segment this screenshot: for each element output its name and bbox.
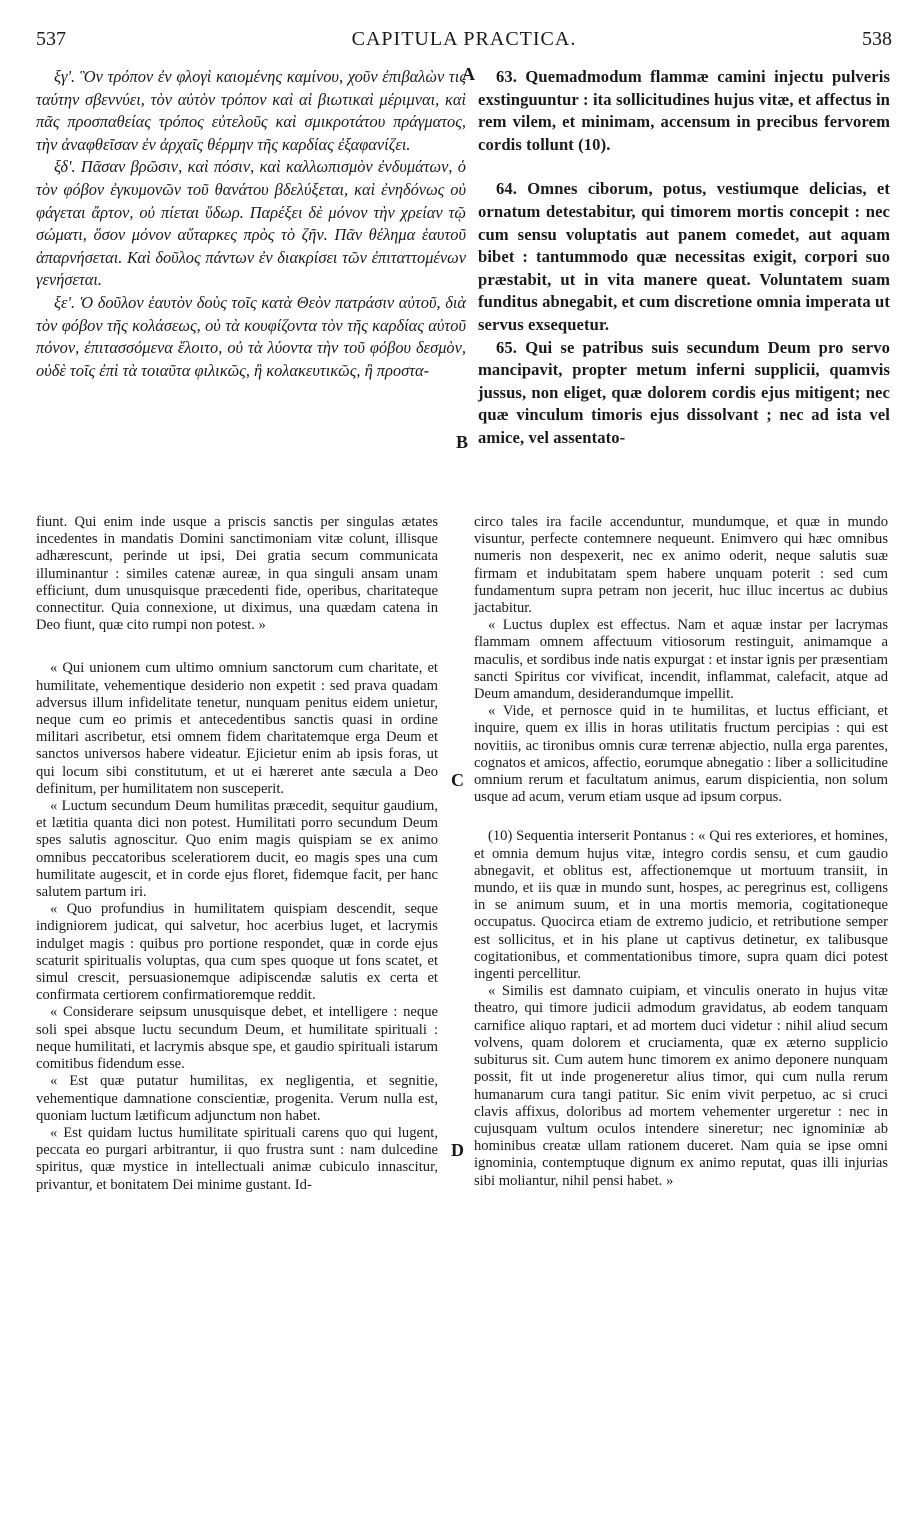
greek-paragraph-64: ξδ'. Πᾶσαν βρῶσιν, καὶ πόσιν, καὶ καλλωπισμὸν ἐνδυμάτων, ὁ τὸν φόβον ἐγκυμονῶν τοῦ θανάτου βδελύξεται, καὶ ἐνηδόνως οὐ φάγεται ἄρτον, οὐ πίεται ὕδωρ. Παρέξει δὲ μόνον τὴν χρείαν τῷ σώματι, ὅσον μόνον αὔταρκες πρὸς τὸ ζῆν. Πᾶν θέλημα ἑαυτοῦ ἀπαρνήσεται. Καὶ δοῦλος πάντων ἐν διακρίσει τῶν ἐπιταττομένων γενήσεται. bbox=[36, 157, 466, 290]
lower-right-paragraph: circo tales ira facile accenduntur, mundumque, et quæ in mundo visuntur, perfecte contemnere nequeunt. Enimvero qui hæc omnibus numeris non despexerit, nec ex animo oderit, neque salutis suæ firmam et indubitatam spem habere unquam poterit : sed cum fundamentum supra petram non jecerit, huc illuc incertus ac dubius jactabitur. bbox=[474, 514, 888, 617]
greek-paragraph-63: ξγ'. Ὃν τρόπον ἐν φλογὶ καιομένης καμίνου, χοῦν ἐπιβαλὼν τις ταύτην σβεννύει, τὸν αὐτὸν τρόπον καὶ αἱ βιωτικαὶ μέριμναι, καὶ πᾶς προσπαθείας τρόπος εὐτελοῦς καὶ σμικροτάτου πράγματος, τὴν ἀναφθεῖσαν ἐν ἀρχαῖς θέρμην τῆς καρδίας ἐξαφανίζει. bbox=[36, 67, 466, 154]
margin-marker-a: A bbox=[462, 64, 475, 84]
margin-marker-c: C bbox=[451, 770, 464, 790]
running-title: CAPITULA PRACTICA. bbox=[351, 28, 577, 50]
lower-left-paragraph: « Quo profundius in humilitatem quispiam descendit, seque indigniorem judicat, qui salvetur, hoc acerbius luget, et lacrymis indulget magis : quibus pro portione respondet, quæ in corde ejus scaturit spiritualis voluptas, qua cum spes quoque ut fons scatet, et simul crescit, persuasionemque adipiscendæ salutis ex certa et confirmata certiorem confirmatioremque reddit. bbox=[36, 901, 438, 1004]
lower-left-paragraph: « Considerare seipsum unusquisque debet, et intelligere : neque soli spei absque luctu secundum Deum, et humilitate spirituali : neque humilitati, et lacrymis absque spe, et gaudio spirituali istarum comitibus fidendum esse. bbox=[36, 1004, 438, 1073]
latin-text-column bbox=[478, 66, 890, 450]
latin-paragraph-65: 65. Qui se patribus suis secundum Deum pro servo mancipavit, propter metum inferni supplicii, quamvis jussus, non eliget, quæ dolorem cordis ejus mitigent; nec quæ vinculum timoris ejus dissolvant ; nec ad ista vel amice, vel assentato- bbox=[478, 337, 890, 447]
greek-paragraph-65: ξε'. Ὁ δοῦλον ἑαυτὸν δοὺς τοῖς κατὰ Θεὸν πατράσιν αὐτοῦ, διὰ τὸν φόβον τῆς κολάσεως, οὐ τὰ κουφίζοντα τὸν τῆς καρδίας αὐτοῦ πόνον, ἐπιτασσόμενα ἕλοιτο, οὐ τὰ λύοντα τὴν τοῦ φόβου δεσμὸν, οὐδὲ τοῖς ἐπὶ τὰ τοιαῦτα φιλικῶς, ἢ κολακευτικῶς, ἢ προστα- bbox=[36, 292, 466, 380]
lower-left-paragraph: « Est quidam luctus humilitate spirituali carens quo qui lugent, peccata eo purgari arbitrantur, ii quo frustra sunt : nam dulcedine spiritus, quæ mystice in intellectuali animæ cubiculo innascitur, privantur, et bonitatem Dei minime gustant. Id- bbox=[36, 1124, 438, 1193]
latin-paragraph-64: 64. Omnes ciborum, potus, vestiumque delicias, et ornatum detestabitur, qui timorem mortis concepit : nec cum sensu voluptatis aut panem comedet, aut aquam bibet : tantummodo quæ necessitas exigit, corpori suo præstabit, ut in vita manere queat. Voluntatem suam funditus abnegabit, et cum discretione omnia imperata ut servus exsequetur. bbox=[478, 179, 890, 334]
lower-left-paragraph: « Luctum secundum Deum humilitas præcedit, sequitur gaudium, et lætitia quanta dici non potest. Humilitati porro secundum Deum spes salutis agnoscitur. Quo enim magis quispiam se ex animo omnibus peccatoribus sceleratiorem ducit, eo magis spes una cum humilitate augescit, et in corde ejus floret, fidemque facit, per hanc salutem partum iri. bbox=[36, 798, 438, 901]
lower-right-column bbox=[474, 514, 888, 1190]
lower-left-column bbox=[36, 514, 438, 1194]
margin-marker-d: D bbox=[451, 1140, 464, 1160]
lower-left-paragraph: « Qui unionem cum ultimo omnium sanctorum cum charitate, et humilitate, vehementique desiderio non expetit : sed prava quadam adversus illum infidelitate tenetur, nunquam penitus eidem unietur, neque cum eo primis et antecedentibus sanctis quasi in ordine militari ascribetur, etsi omnem fidem charitatemque erga Deum et sanctos universos habere videatur. Ejicietur enim ab ipsis foras, ut qui locum sibi constitutum, et ut ei hæreret ante sæcula a Deo definitum, per humilitatem non susceperit. bbox=[36, 660, 438, 797]
lower-right-paragraph: « Luctus duplex est effectus. Nam et aquæ instar per lacrymas flammam omnem affectuum vitiosorum restinguit, animamque a maculis, et sordibus inde natis expurgat : et instar ignis per præsentiam sancti Spiritus cor vivificat, incendit, inflammat, calefacit, atque ad Deum amandum, desiderandumque impellit. bbox=[474, 617, 888, 703]
running-header bbox=[36, 28, 892, 54]
lower-left-paragraph: « Est quæ putatur humilitas, ex negligentia, et segnitie, vehementique damnatione conscientiæ, progenita. Verum nulla est, quoniam luctum lætificum adjunctum non habet. bbox=[36, 1073, 438, 1124]
lower-left-paragraph: fiunt. Qui enim inde usque a priscis sanctis per singulas ætates incedentes in mandatis Domini sanctimoniam vitæ colunt, illisque adhærescunt, perinde ut ipsi, Dei gratia secum communicata illuminantur : similes catenæ aureæ, in qua singuli ansam unam efficiunt, dum unusquisque præcedenti fide, operibus, charitateque connectitur. Quia connexione, ut diximus, una quædam catena in Deo fiunt, quæ cito rumpi non potest. » bbox=[36, 514, 438, 634]
footnote-10: (10) Sequentia interserit Pontanus : « Qui res exteriores, et homines, et omnia demum hujus vitæ, integro cordis sensu, et cum gaudio abnegavit, et oblitus est, affectionemque ut mortuum transiit, in mundo, et iis quæ in mundo sunt, hospes, ac peregrinus est, colligens in se animum suum, et in una mortis memoria, cogitationeque occupatus. Quocirca etiam de extremo judicio, et retributione semper est sollicitus, et in his plane ut captivus detinetur, ex talibusque cogitationibus, et commentationibus timore, supra quam dici potest ingenti percellitur. bbox=[474, 828, 888, 983]
lower-right-paragraph: « Similis est damnato cuipiam, et vinculis onerato in hujus vitæ theatro, qui timore judicii admodum gravidatus, ab eodem tanquam carnifice aliquo raptari, et ad mortem duci videtur : nihil aliud secum volvens, quam dolorem et cruciamenta, quæ ex æterno supplicio subiturus sit. Cum autem hunc timorem ex animo deponere nunquam possit, fit ut inde progeneretur alius timor, qui cum nulla rerum humanarum cura tangi patitur. Sic enim vivit perpetuo, ac si cruci clavis affixus, doloribus ad mortem vehementer urgeretur : nec in cujusquam vultum oculos intendere sineretur; nec ignominiæ ab hominibus creatæ ullam rationem duceret. Nam quia se ipse omni ignominia, contemptuque dignum ex animo reputat, quas illi injurias sibi moliantur, nihil pensi habet. » bbox=[474, 983, 888, 1189]
margin-marker-b: B bbox=[456, 432, 469, 452]
right-page-number: 538 bbox=[862, 28, 892, 50]
latin-paragraph-63: 63. Quemadmodum flammæ camini injectu pulveris exstinguuntur : ita sollicitudines hujus vitæ, et affectus in rem vilem, et minimam, accensum in precibus fervorem cordis tollunt (10). bbox=[478, 67, 890, 154]
left-page-number: 537 bbox=[36, 28, 66, 50]
greek-text-column bbox=[36, 66, 466, 382]
lower-right-paragraph: « Vide, et pernosce quid in te humilitas, et luctus efficiant, et inquire, quem ex illis in horas utilitatis fructum percipias : qui est novitiis, ac tironibus omnis curæ terrenæ abjectio, nulla erga parentes, cognatos et amicos, affectio, eorumque abnegatio : liber a sollicitudine omnium rerum et facultatum animus, earum dispicientia, non solum usque ad acum, verum etiam usque ad ipsum corpus. bbox=[474, 703, 888, 806]
